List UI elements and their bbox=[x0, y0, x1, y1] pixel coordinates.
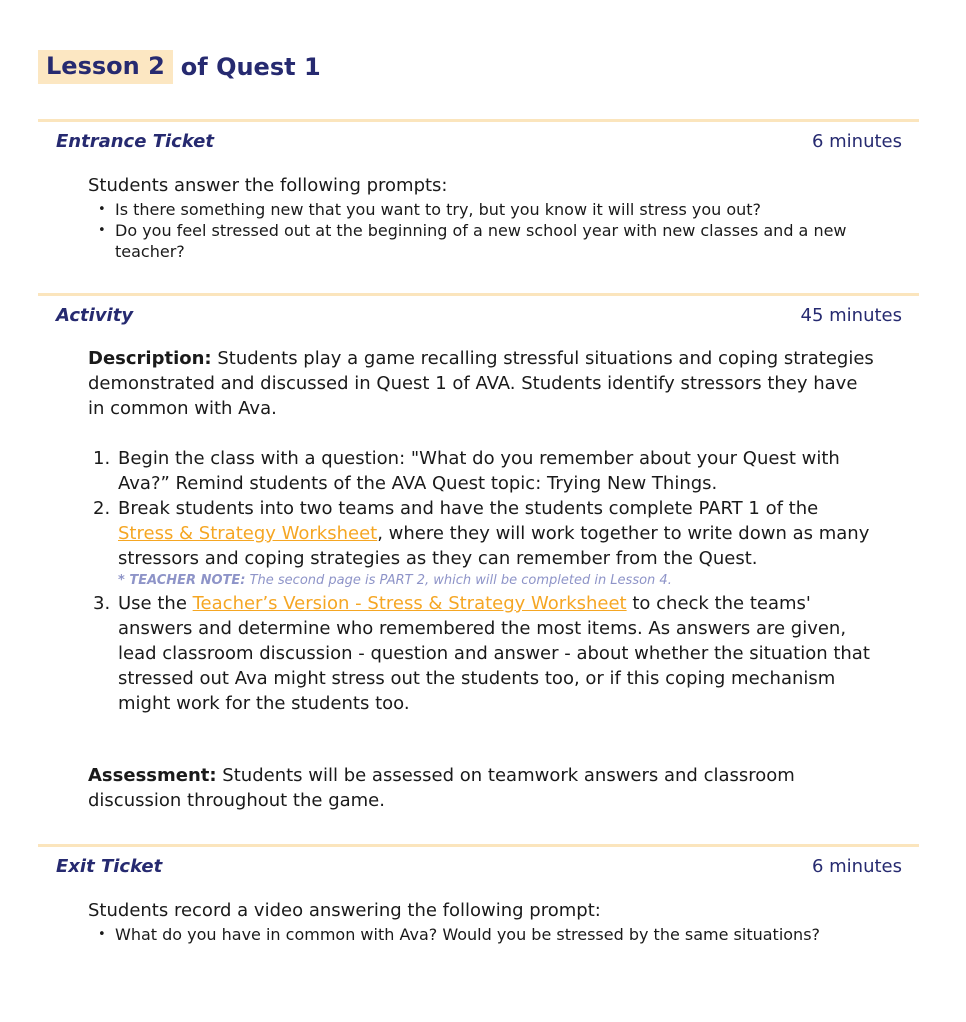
list-item: • Is there something new that you want to try, but you know it will stress you out? bbox=[88, 199, 878, 220]
activity-description bbox=[88, 346, 878, 421]
step-text: Begin the class with a question: "What do you remember about your Quest with Ava?” Remind students of the AVA Quest topic: Trying New Things. bbox=[118, 448, 840, 494]
title-rest: of Quest 1 bbox=[180, 53, 321, 81]
step-item bbox=[88, 496, 878, 591]
list-item: • What do you have in common with Ava? Would you be stressed by the same situations? bbox=[88, 924, 878, 945]
list-item: • Do you feel stressed out at the beginning of a new school year with new classes and a new teacher? bbox=[88, 220, 878, 262]
section-divider bbox=[38, 844, 919, 847]
teacher-note-text: The second page is PART 2, which will be completed in Lesson 4. bbox=[245, 573, 672, 588]
teachers-version-worksheet-link[interactable]: Teacher’s Version - Stress & Strategy Worksheet bbox=[192, 593, 627, 614]
entrance-prompt-list bbox=[88, 199, 878, 262]
entrance-ticket-time: 6 minutes bbox=[811, 131, 902, 152]
activity-steps bbox=[88, 446, 878, 716]
assessment-text: Students will be assessed on teamwork answers and classroom discussion throughout the game. bbox=[88, 765, 795, 811]
section-divider bbox=[38, 293, 919, 296]
entrance-ticket-title: Entrance Ticket bbox=[56, 131, 214, 152]
entrance-ticket-header bbox=[56, 131, 902, 152]
exit-prompt-list bbox=[88, 924, 878, 945]
description-text: Students play a game recalling stressful situations and coping strategies demonstrated and discussed in Quest 1 of AVA. Students identify stressors they have in common with Ava. bbox=[88, 348, 874, 419]
assessment-label: Assessment: bbox=[88, 765, 217, 786]
exit-ticket-header bbox=[56, 856, 902, 877]
step-number: 2. bbox=[93, 498, 111, 519]
exit-ticket-title: Exit Ticket bbox=[56, 856, 163, 877]
activity-header bbox=[56, 305, 902, 326]
section-divider bbox=[38, 119, 919, 122]
exit-intro: Students record a video answering the following prompt: bbox=[88, 900, 601, 921]
exit-ticket-body bbox=[88, 898, 878, 945]
step-item bbox=[88, 591, 878, 716]
activity-time: 45 minutes bbox=[800, 305, 902, 326]
activity-assessment bbox=[88, 763, 878, 813]
step-item bbox=[88, 446, 878, 496]
teacher-note bbox=[118, 571, 878, 591]
step-text-after: to check the teams' answers and determine who remembered the most items. As answers are given, lead classroom discussion - question and answer - about whether the situation that stressed out Ava might stress out the students too, or if this coping mechanism might work for the students too. bbox=[118, 593, 870, 714]
activity-title: Activity bbox=[56, 305, 134, 326]
page-title bbox=[38, 50, 321, 84]
entrance-intro: Students answer the following prompts: bbox=[88, 175, 448, 196]
description-label: Description: bbox=[88, 348, 212, 369]
step-number: 3. bbox=[93, 593, 111, 614]
title-highlight: Lesson 2 bbox=[38, 50, 173, 84]
step-number: 1. bbox=[93, 448, 111, 469]
step-text-before: Break students into two teams and have the students complete PART 1 of the bbox=[118, 498, 819, 519]
exit-ticket-time: 6 minutes bbox=[811, 856, 902, 877]
step-text-after: , where they will work together to write down as many stressors and coping strategies as they can remember from the Quest. bbox=[118, 523, 870, 569]
teacher-note-label: * TEACHER NOTE: bbox=[118, 573, 246, 588]
step-text-before: Use the bbox=[118, 593, 193, 614]
stress-strategy-worksheet-link[interactable]: Stress & Strategy Worksheet bbox=[118, 523, 378, 544]
entrance-ticket-body bbox=[88, 173, 878, 262]
